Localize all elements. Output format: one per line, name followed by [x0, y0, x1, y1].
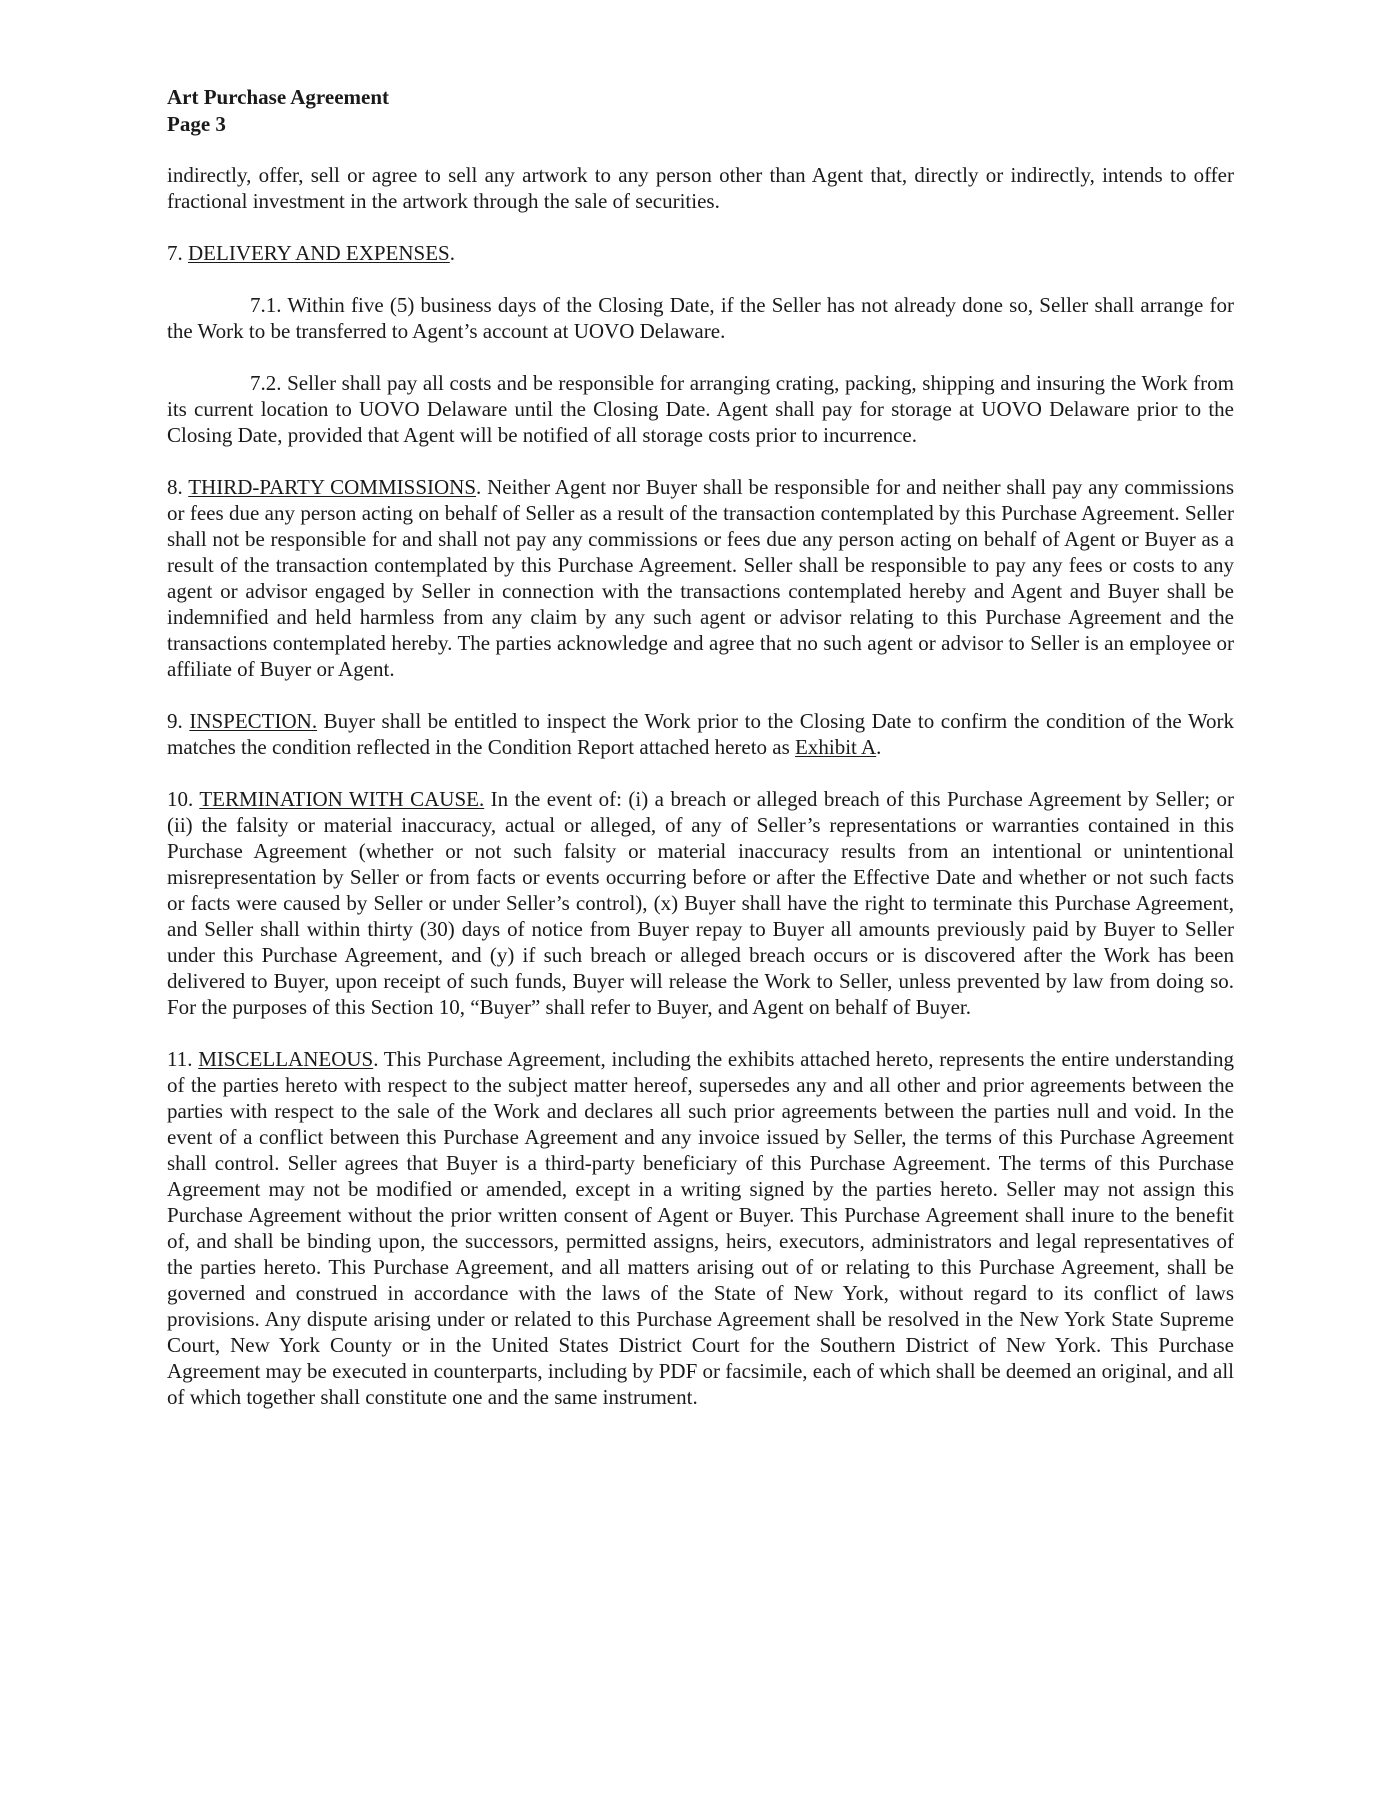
section-9-title: INSPECTION. [189, 709, 318, 733]
section-8 [167, 474, 1234, 682]
section-10-body: In the event of: (i) a breach or alleged breach of this Purchase Agreement by Seller; or (ii) the falsity or material inaccuracy, actual or alleged, of any of Seller’s representations or warranties contained in this Purchase Agreement (whether or not such falsity or material inaccuracy results from an intentional or unintentional misrepresentation by Seller or from facts or events occurring before or after the Effective Date and whether or not such facts or facts were caused by Seller or under Seller’s control), (x) Buyer shall have the right to terminate this Purchase Agreement, and Seller shall within thirty (30) days of notice from Buyer repay to Buyer all amounts previously paid by Buyer to Seller under this Purchase Agreement, and (y) if such breach or alleged breach occurs or is discovered after the Work has been delivered to Buyer, upon receipt of such funds, Buyer will release the Work to Seller, unless prevented by law from doing so. For the purposes of this Section 10, “Buyer” shall refer to Buyer, and Agent on behalf of Buyer. [167, 787, 1235, 1019]
section-9 [167, 708, 1234, 760]
document-page [167, 84, 1234, 1436]
section-8-body: . Neither Agent nor Buyer shall be responsible for and neither shall pay any commissions or fees due any person acting on behalf of Seller as a result of the transaction contemplated by this Purchase Agreement. Seller shall not be responsible for and shall not pay any commissions or fees due any person acting on behalf of Agent or Buyer as a result of the transaction contemplated by this Purchase Agreement. Seller shall be responsible to pay any fees or costs to any agent or advisor engaged by Seller in connection with the transactions contemplated hereby and Agent and Buyer shall be indemnified and held harmless from any claim by any such agent or advisor relating to this Purchase Agreement and the transactions contemplated hereby. The parties acknowledge and agree that no such agent or advisor to Seller is an employee or affiliate of Buyer or Agent. [167, 475, 1234, 681]
section-9-number: 9. [167, 709, 190, 733]
section-9-body: Buyer shall be entitled to inspect the Work prior to the Closing Date to confirm the condition of the Work matches the condition reflected in the Condition Report attached hereto as [167, 709, 1234, 759]
section-10 [167, 786, 1234, 1020]
section-10-number: 10. [167, 787, 200, 811]
section-7-1: 7.1. Within five (5) business days of the Closing Date, if the Seller has not already done so, Seller shall arrange for the Work to be transferred to Agent’s account at UOVO Delaware. [167, 293, 1234, 343]
page-number: Page 3 [167, 112, 226, 136]
section-10-title: TERMINATION WITH CAUSE. [199, 787, 485, 811]
section-7-2: 7.2. Seller shall pay all costs and be responsible for arranging crating, packing, shipping and insuring the Work from its current location to UOVO Delaware until the Closing Date. Agent shall pay for storage at UOVO Delaware prior to the Closing Date, provided that Agent will be notified of all storage costs prior to incurrence. [167, 371, 1234, 447]
document-title: Art Purchase Agreement [167, 85, 389, 109]
section-8-number: 8. [167, 475, 189, 499]
section-7-title: DELIVERY AND EXPENSES [188, 241, 450, 265]
section-7-tail: . [449, 241, 455, 265]
section-11-body: . This Purchase Agreement, including the exhibits attached hereto, represents the entire understanding of the parties hereto with respect to the subject matter hereof, supersedes any and all other and prior agreements between the parties with respect to the sale of the Work and declares all such prior agreements between the parties null and void. In the event of a conflict between this Purchase Agreement and any invoice issued by Seller, the terms of this Purchase Agreement shall control. Seller agrees that Buyer is a third-party beneficiary of this Purchase Agreement. The terms of this Purchase Agreement may not be modified or amended, except in a writing signed by the parties hereto. Seller may not assign this Purchase Agreement without the prior written consent of Agent or Buyer. This Purchase Agreement shall inure to the benefit of, and shall be binding upon, the successors, permitted assigns, heirs, executors, administrators and legal representatives of the parties hereto. This Purchase Agreement, and all matters arising out of or relating to this Purchase Agreement, shall be governed and construed in accordance with the laws of the State of New York, without regard to its conflict of laws provisions. Any dispute arising under or related to this Purchase Agreement shall be resolved in the New York State Supreme Court, New York County or in the United States District Court for the Southern District of New York. This Purchase Agreement may be executed in counterparts, including by PDF or facsimile, each of which shall be deemed an original, and all of which together shall constitute one and the same instrument. [167, 1047, 1234, 1409]
section-7-heading [167, 240, 1234, 266]
paragraph-intro: indirectly, offer, sell or agree to sell any artwork to any person other than Agent that, directly or indirectly, intends to offer fractional investment in the artwork through the sale of securities. [167, 163, 1234, 213]
document-header [167, 84, 1234, 138]
section-11-title: MISCELLANEOUS [198, 1047, 374, 1071]
section-7-number: 7. [167, 241, 188, 265]
section-11-number: 11. [167, 1047, 199, 1071]
exhibit-a-reference: Exhibit A [795, 735, 877, 759]
section-8-title: THIRD-PARTY COMMISSIONS [188, 475, 476, 499]
section-11 [167, 1046, 1234, 1410]
section-9-tail: . [876, 735, 882, 759]
